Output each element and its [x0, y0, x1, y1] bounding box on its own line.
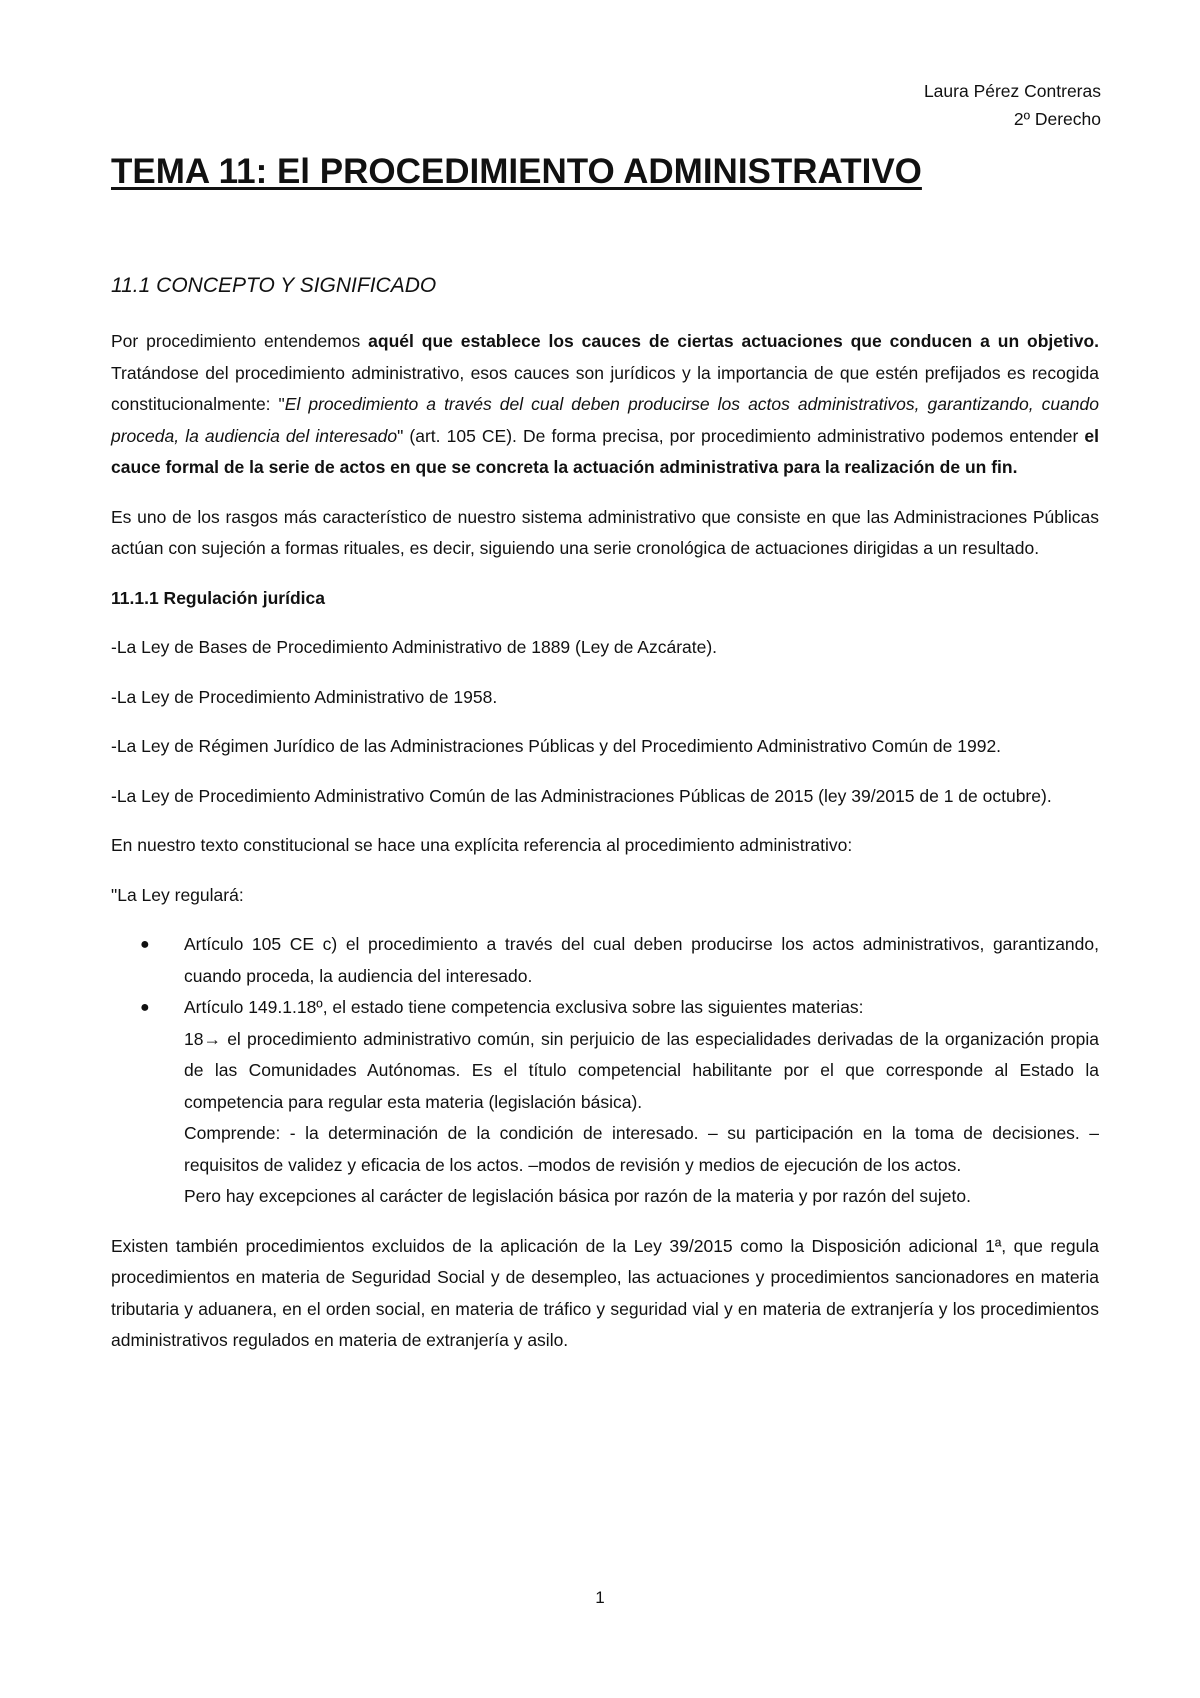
- course-label: 2º Derecho: [1013, 109, 1101, 129]
- bullet-subtext-comprende: Comprende: - la determinación de la condición de interesado. – su participación en la toma de decisiones. – requisitos de validez y eficacia de los actos. –modos de revisión y medios de ejecución de los actos.: [184, 1123, 1099, 1175]
- p1-text-a: Por procedimiento entendemos: [111, 331, 369, 351]
- p1-text-c: Tratándose del procedimiento administrativo, esos cauces son jurídicos y la importancia de que estén prefijados es recogida constitucionalmente: ": [111, 362, 1099, 414]
- bullet-icon: ●: [140, 999, 150, 1016]
- author-name: Laura Pérez Contreras: [923, 81, 1101, 101]
- p1-bold-conclusion: el cauce formal de la serie de actos en que se concreta la actuación administrativa para la realización de un fin.: [111, 425, 1100, 477]
- bullet-item-art105: [111, 929, 1099, 992]
- bullet-text: Artículo 105 CE c) el procedimiento a través del cual deben producirse los actos administrativos, garantizando, cuando proceda, la audiencia del interesado.: [184, 934, 1099, 986]
- paragraph-concept: [111, 326, 1099, 484]
- page-number: 1: [595, 1588, 605, 1607]
- law-item: -La Ley de Procedimiento Administrativo de 1958.: [111, 686, 498, 707]
- bullet-text: Artículo 149.1.18º, el estado tiene competencia exclusiva sobre las siguientes materias:: [184, 997, 864, 1017]
- law-item: -La Ley de Régimen Jurídico de las Administraciones Públicas y del Procedimiento Administrativo Común de 1992.: [111, 736, 1002, 756]
- document-body: [111, 326, 1099, 1375]
- bullet-list: [111, 929, 1099, 1213]
- p1-text-e: " (art. 105 CE). De forma precisa, por procedimiento administrativo podemos entender: [397, 425, 1085, 446]
- bullet-subtext-excepciones: Pero hay excepciones al carácter de legislación básica por razón de la materia y por razón del sujeto.: [184, 1186, 971, 1206]
- p1-bold-definition: aquél que establece los cauces de ciertas actuaciones que conducen a un objetivo.: [368, 331, 1099, 351]
- bullet-subtext-materia: 18→ el procedimiento administrativo común, sin perjuicio de las especialidades derivadas de la organización propia de las Comunidades Autónomas. Es el título competencial habilitante por el que corresponde al Estado la competencia para regular esta materia (legislación básica).: [184, 1028, 1099, 1112]
- bullet-item-art149: [111, 992, 1099, 1213]
- law-item: -La Ley de Procedimiento Administrativo Común de las Administraciones Públicas de 2015 (ley 39/2015 de 1 de octubre).: [111, 785, 1052, 806]
- p1-italic-quote: El procedimiento a través del cual deben producirse los actos administrativos, garantizando, cuando proceda, la audiencia del interesado: [111, 394, 1100, 446]
- bullet-icon: ●: [140, 936, 150, 953]
- document-title: TEMA 11: El PROCEDIMIENTO ADMINISTRATIVO: [111, 152, 922, 191]
- author-block: [924, 77, 1101, 133]
- subheading-regulacion: 11.1.1 Regulación jurídica: [111, 587, 325, 608]
- law-item: -La Ley de Bases de Procedimiento Administrativo de 1889 (Ley de Azcárate).: [111, 637, 718, 657]
- paragraph-excluidos: Existen también procedimientos excluidos de la aplicación de la Ley 39/2015 como la Disposición adicional 1ª, que regula procedimientos en materia de Seguridad Social y de desempleo, las actuaciones y procedimientos sancionadores en materia tributaria y aduanera, en el orden social, en materia de tráfico y seguridad vial y en materia de extranjería y los procedimientos administrativos regulados en materia de extranjería y asilo.: [111, 1235, 1099, 1350]
- section-heading: 11.1 CONCEPTO Y SIGNIFICADO: [111, 274, 437, 297]
- paragraph-rasgos: Es uno de los rasgos más característico de nuestro sistema administrativo que consiste en que las Administraciones Públicas actúan con sujeción a formas rituales, es decir, siguiendo una serie cronológica de actuaciones dirigidas a un resultado.: [111, 506, 1099, 558]
- quote-intro: "La Ley regulará:: [111, 884, 244, 905]
- paragraph-constitucional: En nuestro texto constitucional se hace una explícita referencia al procedimiento administrativo:: [111, 835, 853, 855]
